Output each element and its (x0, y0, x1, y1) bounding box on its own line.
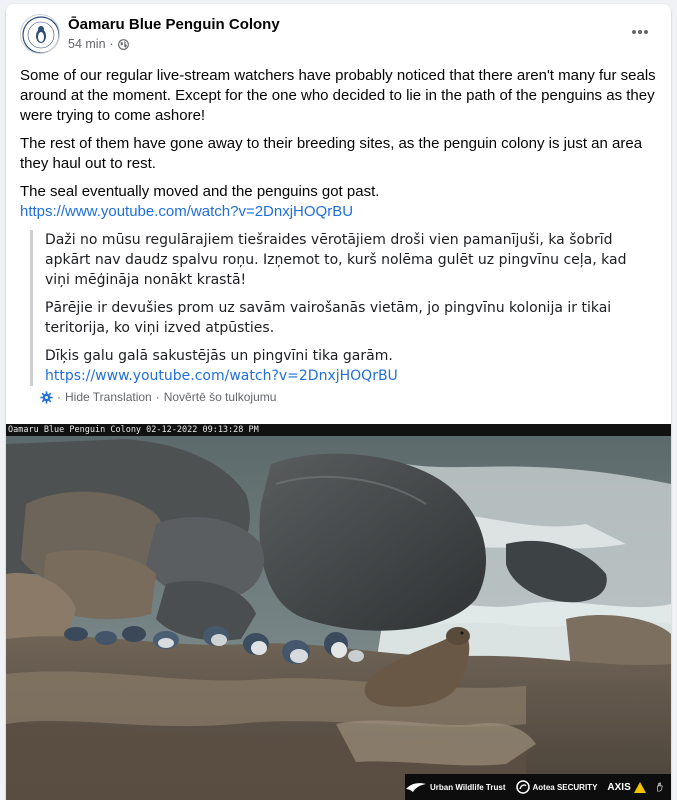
post-paragraph: The rest of them have gone away to their breeding sites, as the penguin colony is just an area they haul out to rest. (20, 135, 643, 172)
more-icon (631, 29, 649, 35)
video-frame (6, 424, 671, 800)
avatar-logo (21, 15, 60, 54)
translation-paragraph: Daži no mūsu regulārajiem tiešraides vērotājiem droši vien pamanījuši, ka šobrīd apkārt nav daudz spalvu roņu. Izņemot to, kurš nolēma gulēt uz pingvīnu ceļa, kad viņi mēģināja nonākt krastā! (45, 232, 627, 288)
translation-paragraph: Pārējie ir devušies prom uz savām vairošanās vietām, jo pingvīnu kolonija ir tikai teritorija, ko viņi izved atpūsties. (45, 300, 612, 336)
translation-block (30, 230, 650, 386)
hide-translation-link[interactable]: Hide Translation (65, 390, 152, 404)
aotea-logo-icon (516, 780, 530, 794)
post-paragraph: Some of our regular live-stream watchers have probably noticed that there aren't many fur seals around at the moment. Except for the one who decided to lie in the path of the penguins as they were trying to come ashore! (20, 67, 656, 124)
post-body (20, 66, 656, 222)
hand-icon (656, 778, 663, 796)
rate-translation-link[interactable]: Novērtē šo tulkojumu (163, 390, 277, 404)
avatar[interactable] (20, 14, 60, 54)
sponsor-name: Urban Wildlife Trust (430, 782, 506, 792)
translation-video-link[interactable]: https://www.youtube.com/watch?v=2DnxjHOQrBU (45, 368, 398, 384)
sponsor-name: AXIS (607, 781, 631, 793)
post-paragraph (20, 182, 656, 222)
sponsor-bar (405, 774, 671, 800)
axis-triangle-icon (634, 782, 646, 793)
sponsor-name: Aotea SECURITY (532, 782, 598, 792)
meta-separator: · (109, 37, 114, 51)
video-player[interactable] (6, 424, 671, 800)
translation-controls (40, 390, 276, 404)
post-card (6, 4, 671, 800)
translation-paragraph-text: Dīķis galu galā sakustējās un pingvīni tika garām. (45, 348, 393, 364)
translation-separator: · (155, 390, 160, 404)
post-meta (68, 37, 129, 51)
gear-icon[interactable] (40, 391, 53, 404)
post-paragraph-text: The seal eventually moved and the penguins got past. (20, 183, 380, 200)
sponsor-aotea (516, 780, 598, 794)
sponsor-urban-wildlife (405, 781, 506, 793)
camera-timestamp: Oamaru Blue Penguin Colony 02-12-2022 09:13:28 PM (6, 424, 671, 436)
post-time[interactable]: 54 min (68, 37, 106, 51)
more-button[interactable] (626, 18, 654, 46)
globe-icon[interactable] (118, 39, 129, 50)
translation-separator: · (57, 390, 61, 404)
translation-paragraph (45, 346, 650, 386)
video-link[interactable]: https://www.youtube.com/watch?v=2DnxjHOQrBU (20, 203, 354, 220)
bird-logo-icon (405, 781, 427, 793)
sponsor-axis (607, 782, 645, 793)
post-header (18, 14, 658, 58)
page-name[interactable]: Ōamaru Blue Penguin Colony (68, 16, 280, 33)
